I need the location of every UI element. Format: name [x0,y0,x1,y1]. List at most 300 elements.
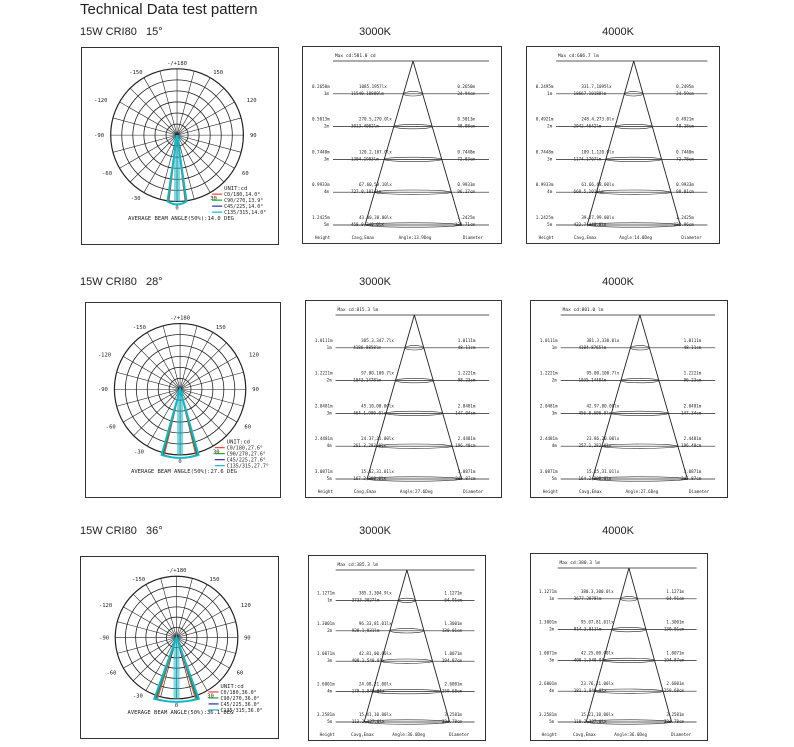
cone-foot-diameter: Diameter [463,489,484,494]
cone-left-value: 2.4481m [314,436,333,442]
legend-entry: C0/180,36.0° [220,689,257,696]
cone-height-label: 1m [327,597,333,603]
cone-diameter-cm: 72.78cm [676,156,694,162]
cone-diameter-m: 2.4481m [683,436,702,442]
cone-diameter-cm: 147.34cm [681,410,702,416]
col-label-4000k-2: 4000K [602,276,634,288]
cone-edge-right [407,570,450,722]
cone-lux-value: 15.41,10.00lx [358,712,392,717]
cone-lm-value: 727.0,1014lm [351,189,382,195]
polar-spoke [120,135,177,168]
cone-diameter-m: 1.0071m [666,650,685,656]
polar-spoke [180,356,237,389]
cone-diameter-m: 1.0111m [683,337,702,343]
polar-unit: UNIT:cd [220,683,244,690]
cone-edge-right [634,61,681,225]
cone-lux-value: 45.10,00.00lx [361,403,394,409]
cone-diameter-m: 3.0871m [683,469,702,474]
cone-lm-value: 1035.1448lm [578,377,607,383]
cone-diameter-m: 0.7448m [457,149,475,155]
cone-lux-value: 15.21,10.00lx [580,712,614,717]
cone-height-label: 4m [323,189,329,195]
cone-height-label: 4m [551,443,557,449]
cone-diameter-cm: 24.94cm [457,90,475,96]
cone-diameter-m: 0.9933m [676,182,694,188]
row-label-2: 15W CRI80 28° [80,276,163,288]
polar-angle-label: -150 [131,577,146,584]
beam-core [174,638,180,699]
polar-angle-label: 120 [246,97,257,104]
cone-height-label: 5m [326,476,332,481]
polar-spoke [146,584,177,637]
cone-lm-value: 408.1,540.0lx [351,658,385,664]
max-cd: Max cd:380.3 lm [559,561,601,566]
polar-angle-label: -60 [105,424,116,431]
cone-height-label: 5m [327,719,333,724]
col-label-3000k-1: 3000K [359,26,391,38]
col-label-3000k-3: 3000K [359,525,391,537]
cone-height-label: 4m [327,688,333,694]
polar-unit: UNIT:cd [224,186,248,193]
cone-edge-right [629,568,672,722]
cone-foot-cavg: Cavg,Emax [353,489,377,494]
cone-height-label: 4m [547,189,553,195]
cone-height-label: 5m [549,719,555,724]
cone-lux-value: 39.27,99.00lx [581,215,615,220]
polar-spoke [144,78,177,135]
cone-foot-diameter: Diameter [449,732,470,737]
cone-left-value: 2.0481m [539,403,558,409]
cone-foot-angle: Angle:36.0Deg [614,732,648,737]
polar-diagram-1 [81,47,279,245]
cone-diameter-m: 2.0481m [683,403,702,409]
cone-left-value: 1.0111m [539,337,558,343]
cone-height-label: 5m [551,476,557,481]
beam-core [174,135,180,201]
cone-lux-value: 381.3,330.0lx [586,337,620,343]
cone-left-value: 1.0071m [317,651,335,657]
cone-lm-value: 1043.1478lm [353,377,382,383]
cone-foot-height: Height [317,489,333,494]
polar-spoke [177,584,208,637]
cone-lux-value: 270.5,270.0lx [359,116,392,122]
polar-angle-label: 90 [252,387,259,394]
cone-diameter-m: 1.2221m [457,370,476,376]
polar-spoke [147,389,180,446]
cone-left-value: 1.2221m [314,370,333,376]
cone-lm-value: 261.3,283.0lx [353,443,387,449]
polar-angle-label: -30 [130,196,141,203]
cone-left-value: 0.7448m [535,149,554,155]
cone-height-label: 1m [326,344,332,350]
polar-angle-label: -90 [94,133,105,140]
cone-edge-right [640,315,688,479]
cone-left-value: 3.0871m [314,469,333,474]
cone-lux-value: 15.25,31.01lx [586,469,620,474]
legend-entry: C45/225,27.6° [226,457,266,464]
cone-left-value: 3.2581m [539,712,557,717]
cone-left-value: 0.2650m [312,83,330,89]
cone-lm-value: 456.0,600.0lx [578,410,612,416]
cone-height-label: 1m [549,595,555,601]
cone-diameter-m: 1.2425m [676,215,694,220]
beam-core [177,389,183,455]
cone-foot-angle: Angle:13.9Deg [398,235,432,240]
polar-angle-label: -150 [129,70,143,77]
cone-diameter-m: 0.5013m [457,116,475,122]
cone-diameter-m: 2.4481m [457,436,476,442]
cone-diameter-m: 2.6001m [666,681,685,687]
cone-height-label: 3m [323,156,329,162]
cone-lm-value: 10667.10188lm [573,90,607,96]
legend-entry: C90/270,27.6° [226,451,266,458]
cone-left-value: 2.0481m [314,403,333,409]
cone-diameter-m: 3.2581m [444,712,463,717]
col-label-4000k-3: 4000K [602,525,634,537]
cone-diameter-cm: 324.78cm [441,719,463,724]
cone-diameter-cm: 196.48cm [681,443,702,449]
cone-foot-height: Height [538,235,554,240]
polar-spoke [147,332,180,389]
polar-angle-label: -30 [132,693,143,700]
cone-diameter-cm: 245.87cm [681,476,702,481]
polar-angle-label: -120 [94,97,108,104]
cone-diameter-cm: 245.87cm [455,476,476,481]
cone-diameter-cm: 324.78cm [663,719,685,724]
cone-diameter-m: 0.4921m [676,116,694,122]
cone-diameter-m: 3.2581m [666,712,685,717]
cone-height-label: 5m [547,222,553,227]
polar-angle-label: 30 [210,196,217,203]
cone-diameter-cm: 194.87cm [441,658,463,664]
polar-angle-label: 90 [250,133,257,140]
cone-lux-value: 120.2,107.0lx [359,149,392,155]
cone-lux-value: 61.66,68.00lx [581,182,615,188]
cone-left-value: 0.9933m [312,182,330,188]
polar-spoke [177,594,220,637]
cone-height-label: 3m [549,657,555,663]
polar-avg-beam: AVERAGE BEAM ANGLE(50%):14.0 DEG [128,216,234,222]
cone-left-value: 1.2221m [539,370,558,376]
cone-left-value: 1.2425m [312,215,330,220]
cone-height-label: 2m [549,626,555,632]
polar-spoke [134,343,180,389]
cone-lm-value: 3733.3027lm [351,597,380,603]
cone-lm-value: 4186.8858lm [353,344,382,350]
cone-diameter-m: 1.1271m [444,590,463,596]
polar-angle-label: -/+180 [167,60,187,67]
cone-lm-value: 3013.4082lm [351,123,379,129]
cone-lux-value: 67.60,58.10lx [359,182,392,188]
cone-lux-value: 42.25,00.00lx [580,650,614,656]
cone-foot-diameter: Diameter [689,489,710,494]
cone-diagram-4000k-3 [530,553,708,741]
cone-diameter-m: 0.2495m [676,83,694,89]
page-title: Technical Data test pattern [80,1,258,18]
cone-left-value: 0.9933m [535,182,554,188]
cone-diagram-4000k-2 [530,300,728,498]
cone-height-label: 2m [323,123,329,129]
cone-lm-value: 422.7,440.0lx [573,222,607,227]
polar-angle-label: 30 [212,449,220,456]
cone-left-value: 2.6001m [539,681,557,687]
cone-lm-value: 458.0,340.0lx [351,222,384,227]
cone-left-value: 1.0111m [314,337,333,343]
cone-lm-value: 1174.1707lm [573,156,602,162]
cone-lux-value: 385.3,304.9lx [358,590,392,596]
cone-diameter-cm: 147.04cm [455,410,476,416]
col-label-3000k-2: 3000K [359,276,391,288]
cone-diameter-cm: 122.96cm [673,222,694,227]
cone-diameter-cm: 72.03cm [457,156,475,162]
polar-angle-label: 60 [236,670,244,677]
cone-lux-value: 42.97,00.00lx [586,403,620,409]
cone-lux-value: 23.76,21.00lx [580,681,614,687]
max-cd: Max cd:581.0 cd [335,54,376,59]
polar-diagram-3 [80,556,279,739]
cone-edge-right [413,61,461,225]
polar-spoke [133,594,176,637]
cone-lux-value: 97.00,100.7lx [361,370,394,376]
polar-angle-label: -90 [99,635,110,642]
cone-lux-value: 248.4,273.0lx [581,116,615,122]
cone-lm-value: 167.2,990.0lx [353,476,387,481]
cone-height-label: 2m [327,627,333,633]
polar-angle-label: -30 [134,449,144,456]
cone-left-value: 2.6001m [317,681,335,687]
cone-diameter-cm: 98.23cm [457,377,476,383]
cone-diagram-3000k-1 [302,46,502,244]
polar-angle-label: 120 [240,602,251,609]
cone-foot-angle: Angle:36.0Deg [392,732,426,737]
cone-diameter-cm: 48.08cm [457,123,475,129]
cone-height-label: 1m [323,90,329,96]
cone-lm-value: 928.1,831lm [351,627,380,633]
cone-lux-value: 380.3,300.0lx [580,588,614,594]
cone-diameter-cm: 196.48cm [455,443,476,449]
cone-lm-value: 408.1,540.0lx [573,657,607,663]
cone-foot-height: Height [319,732,335,737]
cone-height-label: 2m [547,123,553,129]
cone-diameter-cm: 96.17cm [457,189,475,195]
cone-diameter-m: 1.0111m [457,337,476,343]
cone-foot-angle: Angle:27.6Deg [625,489,659,494]
polar-angle-label: 120 [249,352,259,359]
max-cd: Max cd:385.3 lm [337,563,379,568]
cone-left-value: 3.0871m [539,469,558,474]
cone-height-label: 3m [547,156,553,162]
cone-diameter-m: 1.0071m [444,651,463,657]
cone-diameter-cm: 48.11cm [683,344,702,350]
polar-spoke [177,135,234,168]
polar-avg-beam: AVERAGE BEAM ANGLE(50%):27.6 DEG [131,469,237,475]
cone-height-label: 3m [551,410,557,416]
cone-left-value: 2.4481m [539,436,558,442]
cone-diameter-m: 1.3001m [666,619,685,625]
polar-unit: UNIT:cd [226,439,250,446]
cone-left-value: 0.5013m [312,116,330,122]
cone-diameter-cm: 98.01cm [676,189,694,195]
cone-diameter-cm: 49.18cm [676,123,694,129]
cone-lux-value: 24.37,21.00lx [361,436,394,442]
cone-foot-diameter: Diameter [671,732,692,737]
cone-lm-value: 914.3,811lm [573,626,602,632]
polar-spoke [180,332,213,389]
cone-foot-cavg: Cavg,Emax [573,235,597,240]
legend-entry: C0/180,27.6° [226,445,263,452]
polar-angle-label: -120 [98,602,113,609]
cone-height-label: 3m [327,658,333,664]
cone-diameter-m: 0.7448m [676,149,694,155]
cone-foot-angle: Angle:27.6Deg [399,489,433,494]
polar-avg-beam: AVERAGE BEAM ANGLE(50%):36.1 DEG [127,710,234,716]
cone-foot-diameter: Diameter [462,235,483,240]
cone-diameter-m: 0.9933m [457,182,475,188]
polar-spoke [177,607,230,638]
polar-diagram-2 [85,302,281,498]
cone-diameter-cm: 259.68cm [441,688,463,694]
cone-lm-value: 1304.1983lm [351,156,379,162]
cone-foot-cavg: Cavg,Emax [351,235,375,240]
cone-diameter-m: 3.0871m [457,469,476,474]
polar-spoke [177,102,234,135]
cone-left-value: 0.2495m [535,83,554,89]
cone-foot-angle: Angle:14.0Deg [619,235,653,240]
cone-diameter-m: 1.2221m [683,370,702,376]
cone-lux-value: 43.00,38.00lx [359,215,392,220]
cone-height-label: 3m [326,410,332,416]
cone-diameter-cm: 194.87cm [663,657,685,663]
polar-angle-label: -60 [106,670,117,677]
polar-angle-label: -150 [132,324,146,331]
cone-diameter-cm: 259.68cm [663,688,685,694]
cone-foot-diameter: Diameter [681,235,702,240]
polar-angle-label: -60 [102,170,113,177]
cone-foot-height: Height [315,235,331,240]
cone-foot-height: Height [542,489,559,494]
cone-diameter-cm: 96.23cm [683,377,702,383]
cone-lm-value: 4104.8765lm [578,344,607,350]
cone-lm-value: 3677.2878lm [573,595,602,601]
cone-diameter-cm: 24.59cm [676,90,694,96]
polar-spoke [130,88,177,135]
cone-lux-value: 42.81,00.00lx [358,651,392,657]
cone-lm-value: 113.2,127.0lx [351,719,385,724]
cone-foot-height: Height [541,732,557,737]
cone-foot-cavg: Cavg,Emax [573,732,596,737]
cone-left-value: 1.0071m [539,650,557,656]
row-label-3: 15W CRI80 36° [80,525,163,537]
cone-diameter-cm: 64.91cm [444,597,463,603]
cone-diameter-m: 2.6001m [444,681,463,687]
cone-left-value: 1.3001m [539,619,557,625]
max-cd: Max cd:801.0 lm [562,308,604,313]
polar-angle-label: 150 [213,70,224,77]
polar-spoke [130,135,177,182]
cone-diameter-cm: 48.11cm [457,344,476,350]
polar-spoke [180,389,213,446]
cone-lm-value: 181.1,840.0lx [573,688,607,694]
legend-entry: C135/315,36.0° [220,707,263,714]
cone-lm-value: 11540.18880lm [351,90,384,96]
cone-diameter-m: 1.2425m [457,215,475,220]
cone-height-label: 5m [323,222,329,227]
cone-lux-value: 331.7,1095lx [581,83,612,89]
cone-lux-value: 15.02,31.01lx [361,469,394,474]
cone-diagram-3000k-3 [308,555,486,741]
cone-diameter-cm: 130.01cm [441,627,463,633]
polar-spoke [177,88,224,135]
cone-diameter-m: 2.0481m [457,403,476,409]
cone-diameter-cm: 120.71cm [454,222,475,227]
max-cd: Max cd:815.3 lm [337,308,379,313]
polar-angle-label: 150 [209,577,220,584]
polar-spoke [177,135,224,182]
polar-angle-label: 60 [244,424,252,431]
polar-angle-label: -90 [97,387,108,394]
cone-diameter-m: 1.1271m [666,588,685,594]
cone-left-value: 1.2425m [535,215,554,220]
cone-left-value: 1.1271m [317,590,335,596]
cone-lm-value: 2942.4042lm [573,123,602,129]
polar-angle-label: -/+180 [170,315,191,322]
cone-height-label: 2m [326,377,332,383]
cone-lux-value: 109.1,120.0lx [581,149,615,155]
polar-spoke [180,343,226,389]
polar-spoke [123,356,180,389]
cone-left-value: 1.1271m [539,588,557,594]
cone-height-label: 4m [326,443,332,449]
cone-height-label: 2m [551,377,557,383]
cone-lm-value: 179.1,840.0lx [351,688,385,694]
max-cd: Max cd:606.7 lm [558,54,599,59]
cone-diameter-m: 1.3001m [444,620,463,626]
cone-lux-value: 1085.1957lx [359,83,387,89]
cone-diameter-cm: 64.91cm [666,595,685,601]
polar-angle-label: 0 [178,458,182,465]
cone-lux-value: 96.33,81.01lx [358,620,392,626]
legend-entry: C0/180,14.0° [224,192,261,199]
cone-lm-value: 257.1,283.0lx [578,443,612,449]
legend-entry: C45/225,14.0° [224,204,264,211]
polar-angle-label: 30 [207,693,214,700]
row-label-1: 15W CRI80 15° [80,26,163,38]
polar-spoke [123,607,176,638]
polar-spoke [120,102,177,135]
cone-lux-value: 95.00,100.7lx [586,370,620,376]
cone-diameter-cm: 130.01cm [663,626,685,632]
cone-lux-value: 23.86,20.00lx [586,436,620,442]
cone-height-label: 1m [547,90,553,96]
polar-angle-label: -120 [97,352,112,359]
cone-lux-value: 95.07,81.01lx [580,619,614,625]
cone-lm-value: 110.2,127.0lx [573,719,607,724]
cone-diameter-m: 0.2650m [457,83,475,89]
cone-lux-value: 24.08,21.00lx [358,681,392,687]
legend-entry: C90/270,36.0° [220,695,260,702]
cone-lm-value: 164.2,890.0lx [578,476,612,481]
legend-entry: C135/315,14.0° [224,210,267,217]
cone-height-label: 4m [549,688,555,694]
polar-spoke [177,78,210,135]
cone-lm-value: 660.5,1011lm [573,189,604,195]
cone-lm-value: 464.1,900.0lx [353,410,387,416]
cone-diagram-4000k-1 [526,46,720,244]
polar-angle-label: 60 [242,170,249,177]
polar-angle-label: 0 [175,205,179,212]
cone-left-value: 1.3001m [317,620,335,626]
polar-angle-label: -/+180 [166,568,187,575]
